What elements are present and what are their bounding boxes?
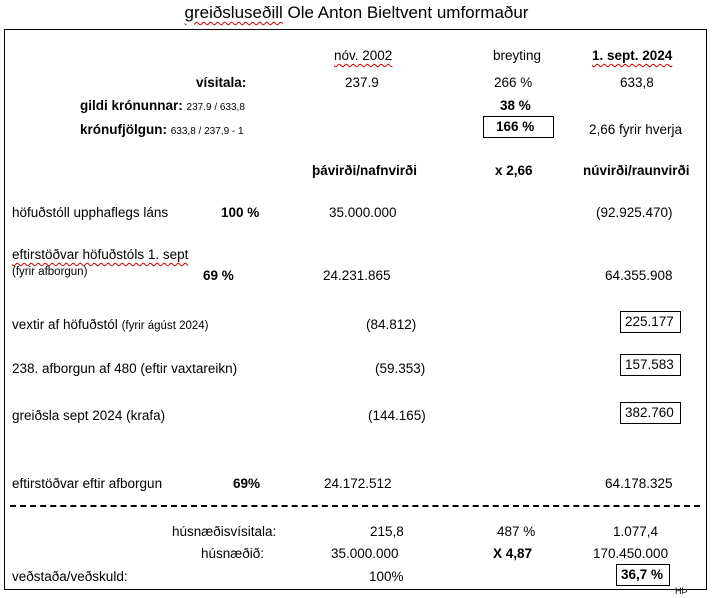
row-eftirstodvar-pct: 69 % [203,268,234,283]
row-greidsla-current-box: 382.760 [620,402,681,424]
husnaedid-label: húsnæðið: [201,546,265,561]
visitala-value-2024: 633,8 [620,75,654,90]
header-nov-2002: nóv. 2002 [334,48,393,63]
row-eftirstodvar-current: 64.355.908 [605,268,673,283]
row-afborgun-value: (59.353) [375,361,426,376]
row-vextir-value: (84.812) [366,317,417,332]
author-initials: HÞ [675,586,688,596]
row-greidsla-label: greiðsla sept 2024 (krafa) [12,408,166,423]
subheader-nuvirdi: núvirði/raunvirði [583,163,690,178]
kronufjolgun-label: krónufjölgun: 633,8 / 237,9 - 1 [80,122,244,137]
gildi-formula: 237.9 / 633,8 [186,102,245,113]
kronufjolgun-note: 2,66 fyrir hverja [589,122,683,137]
kronufjolgun-formula: 633,8 / 237,9 - 1 [170,126,244,137]
subheader-multiplier: x 2,66 [495,163,533,178]
row-eftirstodvar-sublabel: (fyrir afborgun) [12,266,88,278]
visitala-value-2002: 237.9 [345,75,379,90]
row-afborgun-label: 238. afborgun af 480 (eftir vaxtareikn) [12,361,238,376]
visitala-label: vísitala: [196,75,247,90]
row-eftir-afborgun-pct: 69% [233,476,261,491]
visitala-change: 266 % [494,75,533,90]
gildi-value: 38 % [500,98,531,113]
row-vextir-current-box: 225.177 [620,311,681,333]
row-vextir-label: vextir af höfuðstól (fyrir ágúst 2024) [12,317,209,332]
subheader-thavirdi: þávirði/nafnvirði [312,163,418,178]
row-greidsla-value: (144.165) [368,408,426,423]
husvisitala-label: húsnæðisvísitala: [172,524,277,539]
gildi-label: gildi krónunnar: 237.9 / 633,8 [80,98,245,113]
vedstada-value-box: 36,7 % [616,564,670,586]
row-vextir-note: (fyrir ágúst 2024) [121,320,209,332]
row-eftirstodvar-label: eftirstöðvar höfuðstóls 1. sept [12,247,189,262]
husnaedid-multiplier: X 4,87 [493,546,533,561]
row-hofudstoll-value: 35.000.000 [329,205,397,220]
header-sept-2024: 1. sept. 2024 [592,48,673,63]
vedstada-label: veðstaða/veðskuld: [12,569,128,584]
page-title [0,3,713,23]
husvisitala-change: 487 % [497,524,536,539]
header-breyting: breyting [493,48,542,63]
vedstada-value-2002: 100% [369,569,404,584]
row-eftir-afborgun-label: eftirstöðvar eftir afborgun [12,476,163,491]
row-eftir-afborgun-current: 64.178.325 [605,476,673,491]
husnaedid-value: 35.000.000 [331,546,399,561]
husnaedid-value-2024: 170.450.000 [593,546,669,561]
row-hofudstoll-label: höfuðstóll upphaflegs láns [12,205,169,220]
husvisitala-value-2002: 215,8 [370,524,404,539]
title-word-2: Ole Anton Bieltvent umformaður [287,3,529,22]
kronufjolgun-value-box: 166 % [483,116,554,138]
row-eftir-afborgun-value: 24.172.512 [324,476,392,491]
row-afborgun-current-box: 157.583 [620,354,681,376]
title-word-1: greiðsluseðill [184,3,283,22]
row-hofudstoll-pct: 100 % [221,205,260,220]
husvisitala-value-2024: 1.077,4 [613,524,659,539]
dashed-divider [10,505,700,507]
row-hofudstoll-current: (92.925.470) [596,205,673,220]
row-eftirstodvar-value: 24.231.865 [323,268,391,283]
